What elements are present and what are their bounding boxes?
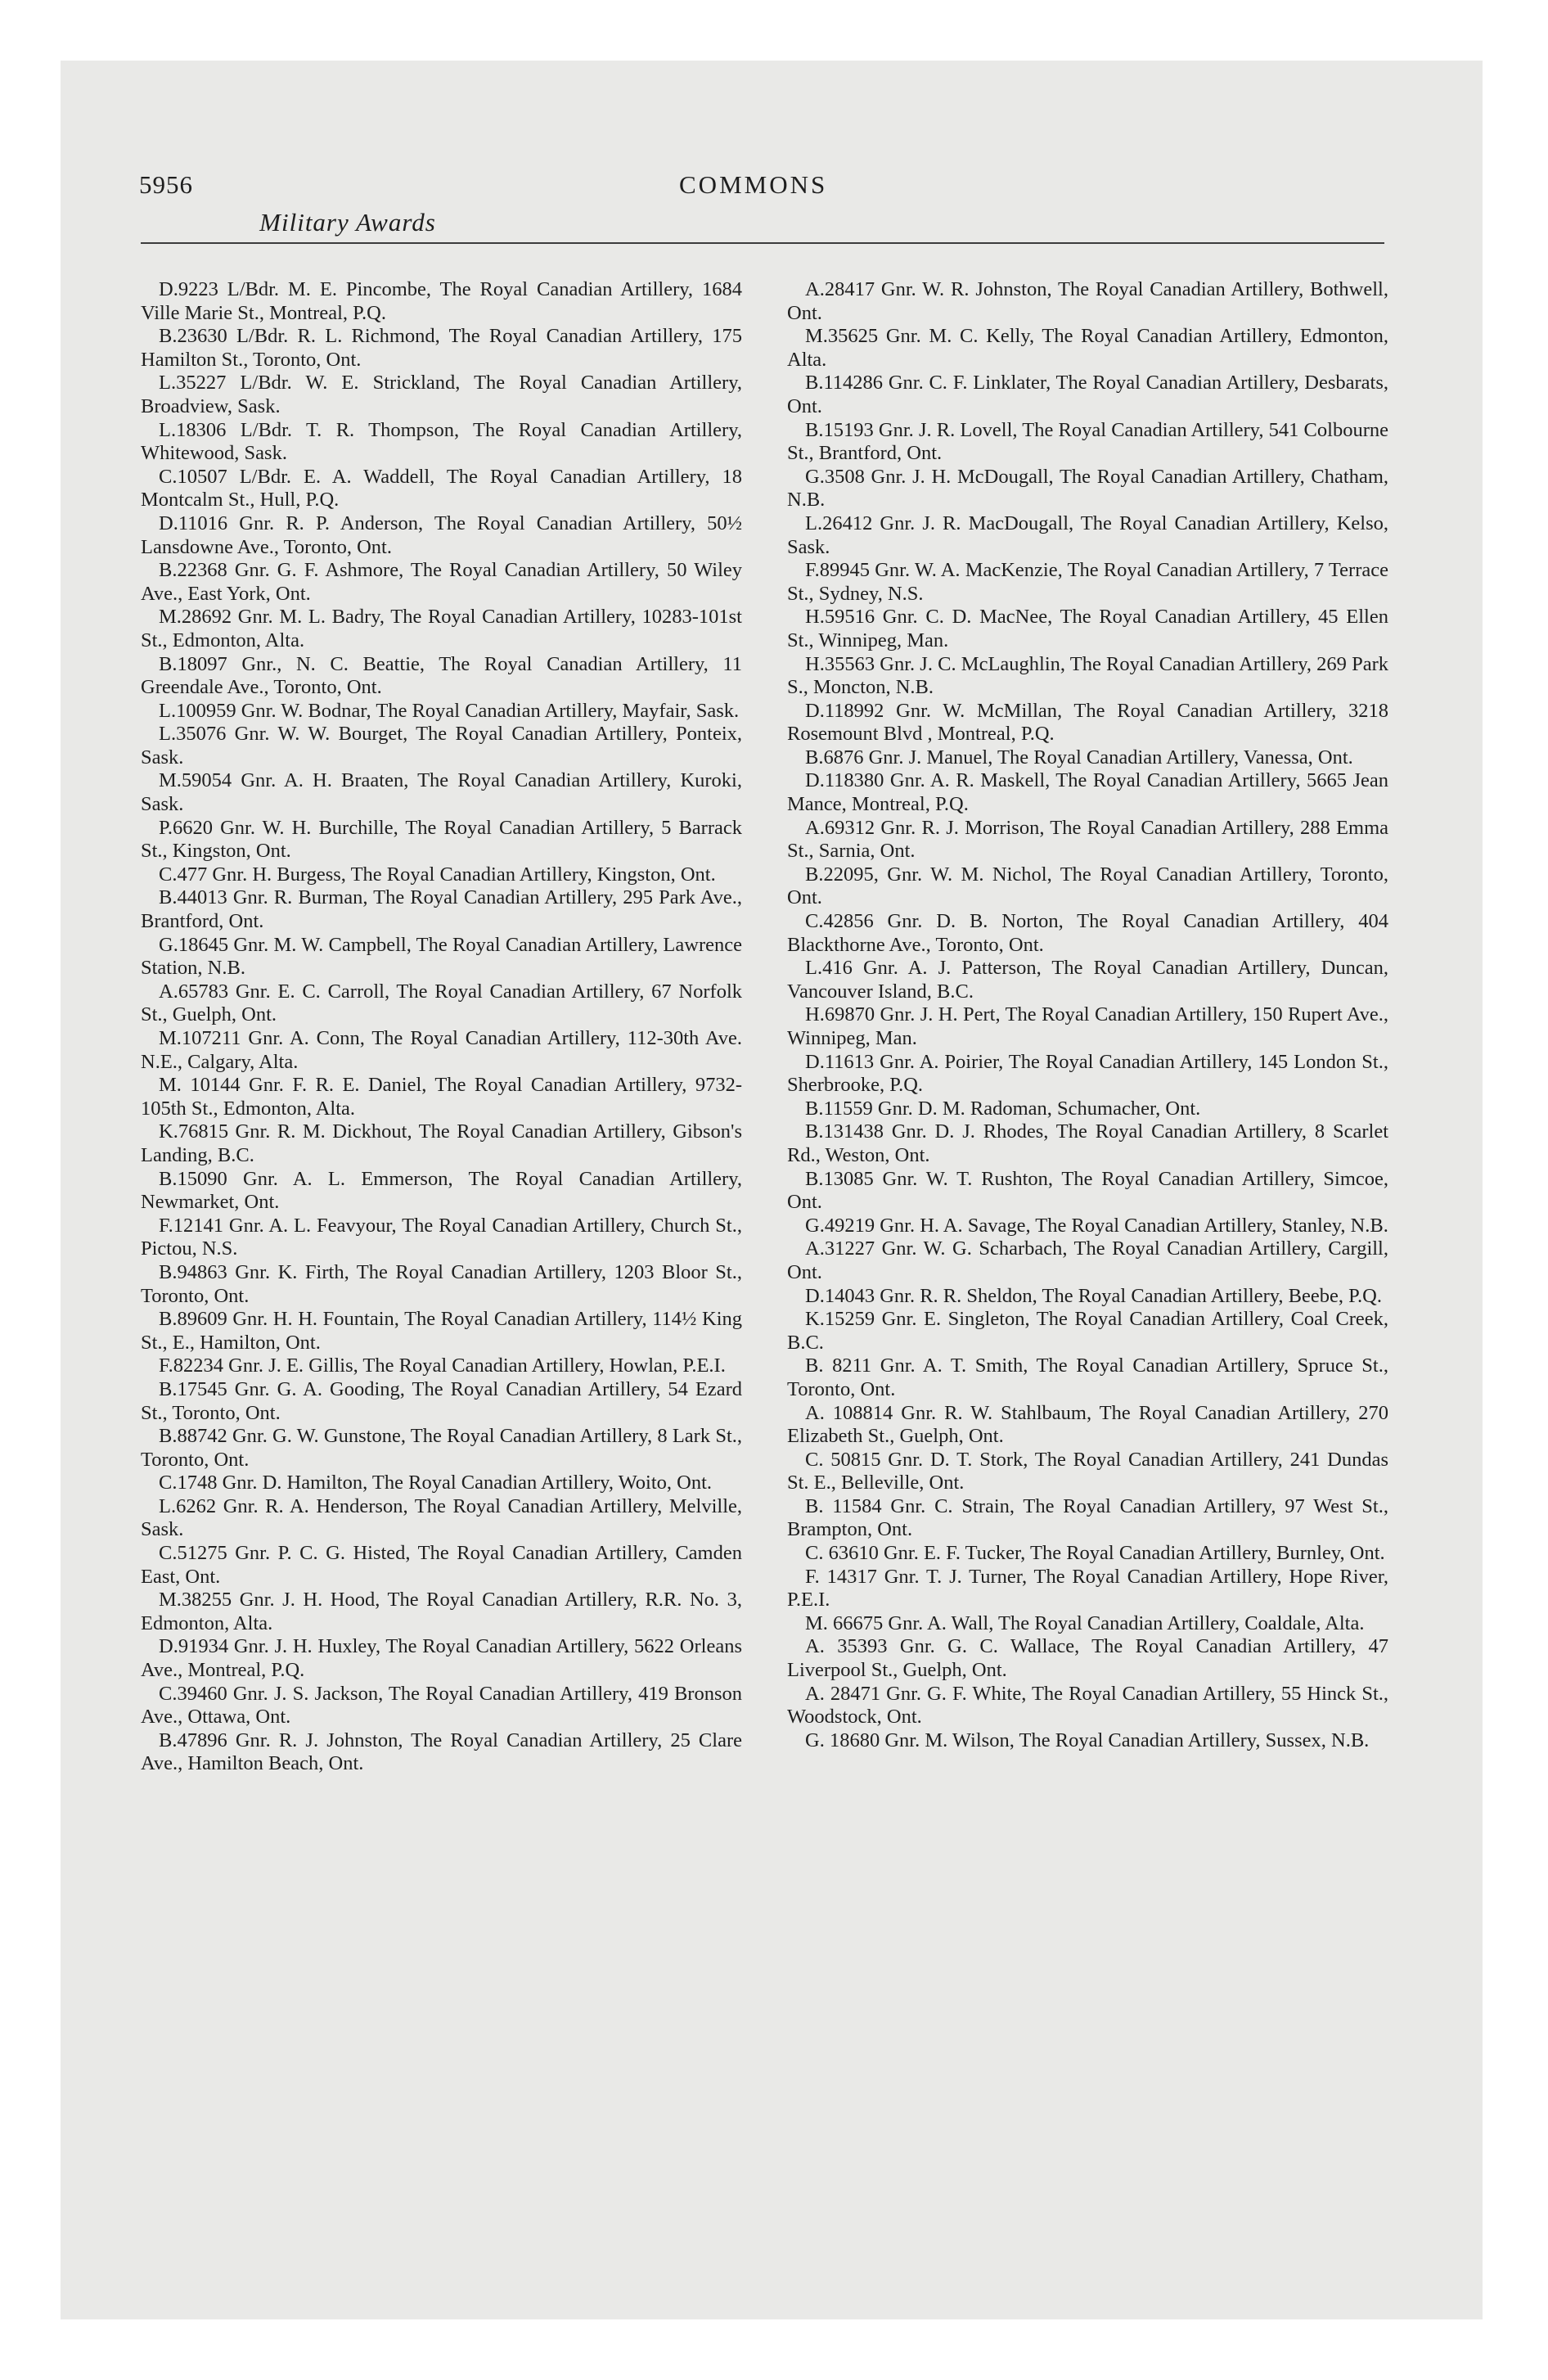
award-entry: B.114286 Gnr. C. F. Linklater, The Royal Canadian Artillery, Desbarats, Ont. xyxy=(787,372,1388,417)
award-entry: A.69312 Gnr. R. J. Morrison, The Royal Canadian Artillery, 288 Emma St., Sarnia, Ont. xyxy=(787,816,1388,863)
award-entry: D.118992 Gnr. W. McMillan, The Royal Canadian Artillery, 3218 Rosemount Blvd , Montreal, P.Q. xyxy=(787,699,1388,746)
award-entry: D.14043 Gnr. R. R. Sheldon, The Royal Canadian Artillery, Beebe, P.Q. xyxy=(805,1284,1382,1307)
award-entry: B.131438 Gnr. D. J. Rhodes, The Royal Canadian Artillery, 8 Scarlet Rd., Weston, Ont. xyxy=(787,1120,1388,1166)
award-entry: B.47896 Gnr. R. J. Johnston, The Royal Canadian Artillery, 25 Clare Ave., Hamilton Beach, Ont. xyxy=(141,1729,742,1775)
award-entry: C.39460 Gnr. J. S. Jackson, The Royal Canadian Artillery, 419 Bronson Ave., Ottawa, Ont. xyxy=(141,1682,742,1729)
award-entry: M.38255 Gnr. J. H. Hood, The Royal Canadian Artillery, R.R. No. 3, Edmonton, Alta. xyxy=(141,1589,742,1634)
award-entry: G.3508 Gnr. J. H. McDougall, The Royal Canadian Artillery, Chatham, N.B. xyxy=(787,465,1388,512)
award-entry: C.1748 Gnr. D. Hamilton, The Royal Canadian Artillery, Woito, Ont. xyxy=(159,1472,713,1494)
award-entry: K.15259 Gnr. E. Singleton, The Royal Canadian Artillery, Coal Creek, B.C. xyxy=(787,1308,1388,1354)
award-entry: K.76815 Gnr. R. M. Dickhout, The Royal Canadian Artillery, Gibson's Landing, B.C. xyxy=(141,1120,742,1166)
award-entry: A.28417 Gnr. W. R. Johnston, The Royal Canadian Artillery, Bothwell, Ont. xyxy=(787,278,1388,324)
award-entry: B.88742 Gnr. G. W. Gunstone, The Royal Canadian Artillery, 8 Lark St., Toronto, Ont. xyxy=(141,1425,742,1471)
award-entry: P.6620 Gnr. W. H. Burchille, The Royal Canadian Artillery, 5 Barrack St., Kingston, Ont. xyxy=(141,816,742,863)
award-entry: F.89945 Gnr. W. A. MacKenzie, The Royal Canadian Artillery, 7 Terrace St., Sydney, N.S. xyxy=(787,559,1388,605)
award-entry: B.94863 Gnr. K. Firth, The Royal Canadian Artillery, 1203 Bloor St., Toronto, Ont. xyxy=(141,1260,742,1307)
award-entry: D.9223 L/Bdr. M. E. Pincombe, The Royal Canadian Artillery, 1684 Ville Marie St., Montreal, P.Q. xyxy=(141,278,742,324)
award-entry: G. 18680 Gnr. M. Wilson, The Royal Canadian Artillery, Sussex, N.B. xyxy=(805,1729,1370,1751)
award-entry: L.6262 Gnr. R. A. Henderson, The Royal Canadian Artillery, Melville, Sask. xyxy=(141,1494,742,1541)
award-entry: B. 8211 Gnr. A. T. Smith, The Royal Canadian Artillery, Spruce St., Toronto, Ont. xyxy=(787,1355,1388,1400)
right-column xyxy=(787,278,1388,1752)
award-entry: M.28692 Gnr. M. L. Badry, The Royal Canadian Artillery, 10283-101st St., Edmonton, Alta. xyxy=(141,606,742,651)
page-number: 5956 xyxy=(139,170,193,199)
award-entry: F.82234 Gnr. J. E. Gillis, The Royal Canadian Artillery, Howlan, P.E.I. xyxy=(159,1355,726,1377)
award-entry: A.31227 Gnr. W. G. Scharbach, The Royal Canadian Artillery, Cargill, Ont. xyxy=(787,1237,1388,1283)
award-entry: B.22368 Gnr. G. F. Ashmore, The Royal Canadian Artillery, 50 Wiley Ave., East York, Ont. xyxy=(141,559,742,605)
award-entry: A. 28471 Gnr. G. F. White, The Royal Canadian Artillery, 55 Hinck St., Woodstock, Ont. xyxy=(787,1682,1388,1729)
award-entry: C.51275 Gnr. P. C. G. Histed, The Royal Canadian Artillery, Camden East, Ont. xyxy=(141,1542,742,1588)
award-entry: L.35076 Gnr. W. W. Bourget, The Royal Canadian Artillery, Ponteix, Sask. xyxy=(141,723,742,769)
award-entry: D.91934 Gnr. J. H. Huxley, The Royal Canadian Artillery, 5622 Orleans Ave., Montreal, P.Q. xyxy=(141,1635,742,1682)
award-entry: H.69870 Gnr. J. H. Pert, The Royal Canadian Artillery, 150 Rupert Ave., Winnipeg, Man. xyxy=(787,1003,1388,1049)
award-entry: L.100959 Gnr. W. Bodnar, The Royal Canadian Artillery, Mayfair, Sask. xyxy=(159,699,740,722)
award-entry: B.15090 Gnr. A. L. Emmerson, The Royal Canadian Artillery, Newmarket, Ont. xyxy=(141,1167,742,1214)
award-entry: H.59516 Gnr. C. D. MacNee, The Royal Canadian Artillery, 45 Ellen St., Winnipeg, Man. xyxy=(787,606,1388,651)
award-entry: B. 11584 Gnr. C. Strain, The Royal Canadian Artillery, 97 West St., Brampton, Ont. xyxy=(787,1494,1388,1541)
award-entry: M. 10144 Gnr. F. R. E. Daniel, The Royal Canadian Artillery, 9732-105th St., Edmonton, Alta. xyxy=(141,1074,742,1120)
award-entry: G.49219 Gnr. H. A. Savage, The Royal Canadian Artillery, Stanley, N.B. xyxy=(805,1214,1388,1237)
award-entry: L.35227 L/Bdr. W. E. Strickland, The Royal Canadian Artillery, Broadview, Sask. xyxy=(141,372,742,417)
award-entry: B.22095, Gnr. W. M. Nichol, The Royal Canadian Artillery, Toronto, Ont. xyxy=(787,863,1388,909)
award-entry: H.35563 Gnr. J. C. McLaughlin, The Royal Canadian Artillery, 269 Park S., Moncton, N.B. xyxy=(787,652,1388,699)
award-entry: M.107211 Gnr. A. Conn, The Royal Canadian Artillery, 112-30th Ave. N.E., Calgary, Alta. xyxy=(141,1027,742,1073)
header-rule xyxy=(141,242,1384,244)
award-entry: A. 35393 Gnr. G. C. Wallace, The Royal Canadian Artillery, 47 Liverpool St., Guelph, Ont. xyxy=(787,1635,1388,1682)
page-header xyxy=(139,170,1383,244)
award-entry: B.44013 Gnr. R. Burman, The Royal Canadian Artillery, 295 Park Ave., Brantford, Ont. xyxy=(141,886,742,933)
award-entry: F. 14317 Gnr. T. J. Turner, The Royal Canadian Artillery, Hope River, P.E.I. xyxy=(787,1565,1388,1611)
chamber-title: COMMONS xyxy=(679,170,828,199)
award-entry: A.65783 Gnr. E. C. Carroll, The Royal Canadian Artillery, 67 Norfolk St., Guelph, Ont. xyxy=(141,980,742,1026)
award-entry: C. 50815 Gnr. D. T. Stork, The Royal Canadian Artillery, 241 Dundas St. E., Belleville, Ont. xyxy=(787,1448,1388,1494)
award-entry: C.477 Gnr. H. Burgess, The Royal Canadian Artillery, Kingston, Ont. xyxy=(159,863,716,886)
award-entry: C. 63610 Gnr. E. F. Tucker, The Royal Canadian Artillery, Burnley, Ont. xyxy=(805,1542,1385,1565)
award-entry: C.42856 Gnr. D. B. Norton, The Royal Canadian Artillery, 404 Blackthorne Ave., Toronto, Ont. xyxy=(787,910,1388,956)
award-entry: B.18097 Gnr., N. C. Beattie, The Royal Canadian Artillery, 11 Greendale Ave., Toronto, Ont. xyxy=(141,652,742,699)
award-entry: L.416 Gnr. A. J. Patterson, The Royal Canadian Artillery, Duncan, Vancouver Island, B.C. xyxy=(787,957,1388,1003)
award-entry: G.18645 Gnr. M. W. Campbell, The Royal Canadian Artillery, Lawrence Station, N.B. xyxy=(141,933,742,980)
award-entry: B.89609 Gnr. H. H. Fountain, The Royal Canadian Artillery, 114½ King St., E., Hamilton, Ont. xyxy=(141,1308,742,1354)
award-entry: B.23630 L/Bdr. R. L. Richmond, The Royal Canadian Artillery, 175 Hamilton St., Toronto, Ont. xyxy=(141,325,742,371)
award-entry: D.118380 Gnr. A. R. Maskell, The Royal Canadian Artillery, 5665 Jean Mance, Montreal, P.Q. xyxy=(787,769,1388,816)
award-entry: B.11559 Gnr. D. M. Radoman, Schumacher, Ont. xyxy=(805,1097,1201,1120)
award-entry: A. 108814 Gnr. R. W. Stahlbaum, The Royal Canadian Artillery, 270 Elizabeth St., Guelph, Ont. xyxy=(787,1401,1388,1448)
award-entry: L.18306 L/Bdr. T. R. Thompson, The Royal Canadian Artillery, Whitewood, Sask. xyxy=(141,418,742,465)
award-entry: B.15193 Gnr. J. R. Lovell, The Royal Canadian Artillery, 541 Colbourne St., Brantford, Ont. xyxy=(787,418,1388,465)
award-entry: B.17545 Gnr. G. A. Gooding, The Royal Canadian Artillery, 54 Ezard St., Toronto, Ont. xyxy=(141,1377,742,1424)
award-entry: B.13085 Gnr. W. T. Rushton, The Royal Canadian Artillery, Simcoe, Ont. xyxy=(787,1167,1388,1214)
award-entry: M. 66675 Gnr. A. Wall, The Royal Canadian Artillery, Coaldale, Alta. xyxy=(805,1611,1365,1634)
award-entry: D.11613 Gnr. A. Poirier, The Royal Canadian Artillery, 145 London St., Sherbrooke, P.Q. xyxy=(787,1050,1388,1097)
award-entry: C.10507 L/Bdr. E. A. Waddell, The Royal Canadian Artillery, 18 Montcalm St., Hull, P.Q. xyxy=(141,465,742,512)
award-entry: F.12141 Gnr. A. L. Feavyour, The Royal Canadian Artillery, Church St., Pictou, N.S. xyxy=(141,1214,742,1260)
award-entry: D.11016 Gnr. R. P. Anderson, The Royal Canadian Artillery, 50½ Lansdowne Ave., Toronto, Ont. xyxy=(141,512,742,558)
award-entry: M.59054 Gnr. A. H. Braaten, The Royal Canadian Artillery, Kuroki, Sask. xyxy=(141,769,742,816)
left-column xyxy=(141,278,742,1776)
award-entry: L.26412 Gnr. J. R. MacDougall, The Royal Canadian Artillery, Kelso, Sask. xyxy=(787,512,1388,558)
award-entry: M.35625 Gnr. M. C. Kelly, The Royal Canadian Artillery, Edmonton, Alta. xyxy=(787,325,1388,371)
section-title: Military Awards xyxy=(259,208,436,237)
award-entry: B.6876 Gnr. J. Manuel, The Royal Canadian Artillery, Vanessa, Ont. xyxy=(805,746,1353,769)
